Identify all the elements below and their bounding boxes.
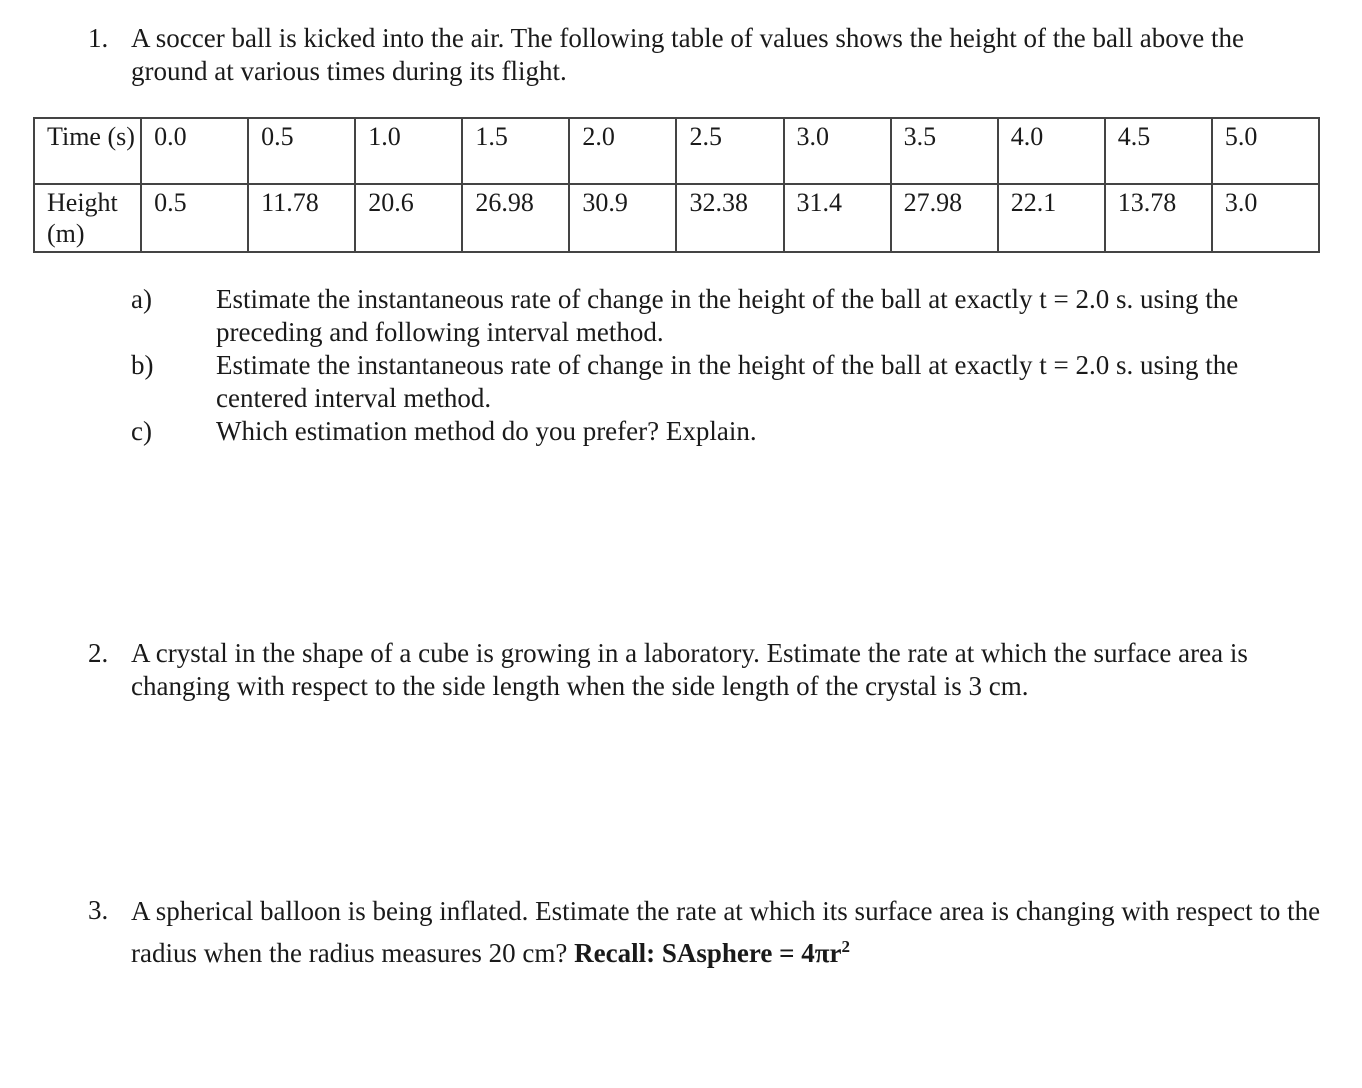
part-b-text: Estimate the instantaneous rate of change in the height of the ball at exactly t = 2.0 s. using the centered interval method. (216, 350, 1239, 413)
formula-sub: sphere (696, 938, 773, 968)
time-cell: 3.5 (891, 118, 998, 184)
part-c-text: Which estimation method do you prefer? Explain. (216, 416, 757, 446)
formula-sa: SA (661, 938, 697, 968)
height-cell: 22.1 (998, 184, 1105, 252)
time-cell: 2.5 (676, 118, 783, 184)
question-3-text: A spherical balloon is being inflated. Estimate the rate at which its surface area is changing with respect to the radius when the radius measures 20 cm? (131, 896, 1321, 968)
time-row (34, 118, 1319, 184)
formula (662, 938, 850, 968)
question-2-number: 2. (88, 638, 109, 668)
time-cell: 3.0 (784, 118, 891, 184)
time-row-label: Time (s) (34, 118, 141, 184)
recall-label: Recall: (574, 938, 656, 968)
question-1-text: A soccer ball is kicked into the air. The following table of values shows the height of the ball above the ground at various times during its flight. (131, 23, 1244, 86)
part-c (0, 415, 1362, 448)
question-1-number: 1. (88, 23, 109, 53)
time-cell: 1.0 (355, 118, 462, 184)
height-row-label: Height (m) (34, 184, 141, 252)
height-row (34, 184, 1319, 252)
question-1-parts (0, 283, 1362, 448)
question-3-body (131, 890, 1331, 974)
height-cell: 0.5 (141, 184, 248, 252)
time-cell: 0.0 (141, 118, 248, 184)
height-cell: 11.78 (248, 184, 355, 252)
height-cell: 27.98 (891, 184, 998, 252)
part-b-label: b) (131, 350, 154, 380)
height-cell: 3.0 (1212, 184, 1319, 252)
height-cell: 31.4 (784, 184, 891, 252)
time-cell: 1.5 (462, 118, 569, 184)
question-2-text: A crystal in the shape of a cube is growing in a laboratory. Estimate the rate at which the surface area is changing with respect to the side length when the side length of the crystal is 3 cm. (131, 638, 1248, 701)
part-c-label: c) (131, 416, 152, 446)
time-cell: 0.5 (248, 118, 355, 184)
formula-rhs: = 4πr (772, 938, 842, 968)
height-cell: 32.38 (676, 184, 783, 252)
time-cell: 5.0 (1212, 118, 1319, 184)
formula-exponent: 2 (841, 937, 851, 956)
part-a-text: Estimate the instantaneous rate of change in the height of the ball at exactly t = 2.0 s. using the preceding and following interval method. (216, 284, 1239, 347)
part-a-label: a) (131, 284, 152, 314)
height-cell: 26.98 (462, 184, 569, 252)
time-height-table (33, 117, 1320, 253)
height-cell: 30.9 (569, 184, 676, 252)
part-b (0, 349, 1362, 415)
question-3-number: 3. (88, 895, 109, 925)
time-cell: 2.0 (569, 118, 676, 184)
time-cell: 4.0 (998, 118, 1105, 184)
height-cell: 13.78 (1105, 184, 1212, 252)
height-cell: 20.6 (355, 184, 462, 252)
time-cell: 4.5 (1105, 118, 1212, 184)
part-a (0, 283, 1362, 349)
